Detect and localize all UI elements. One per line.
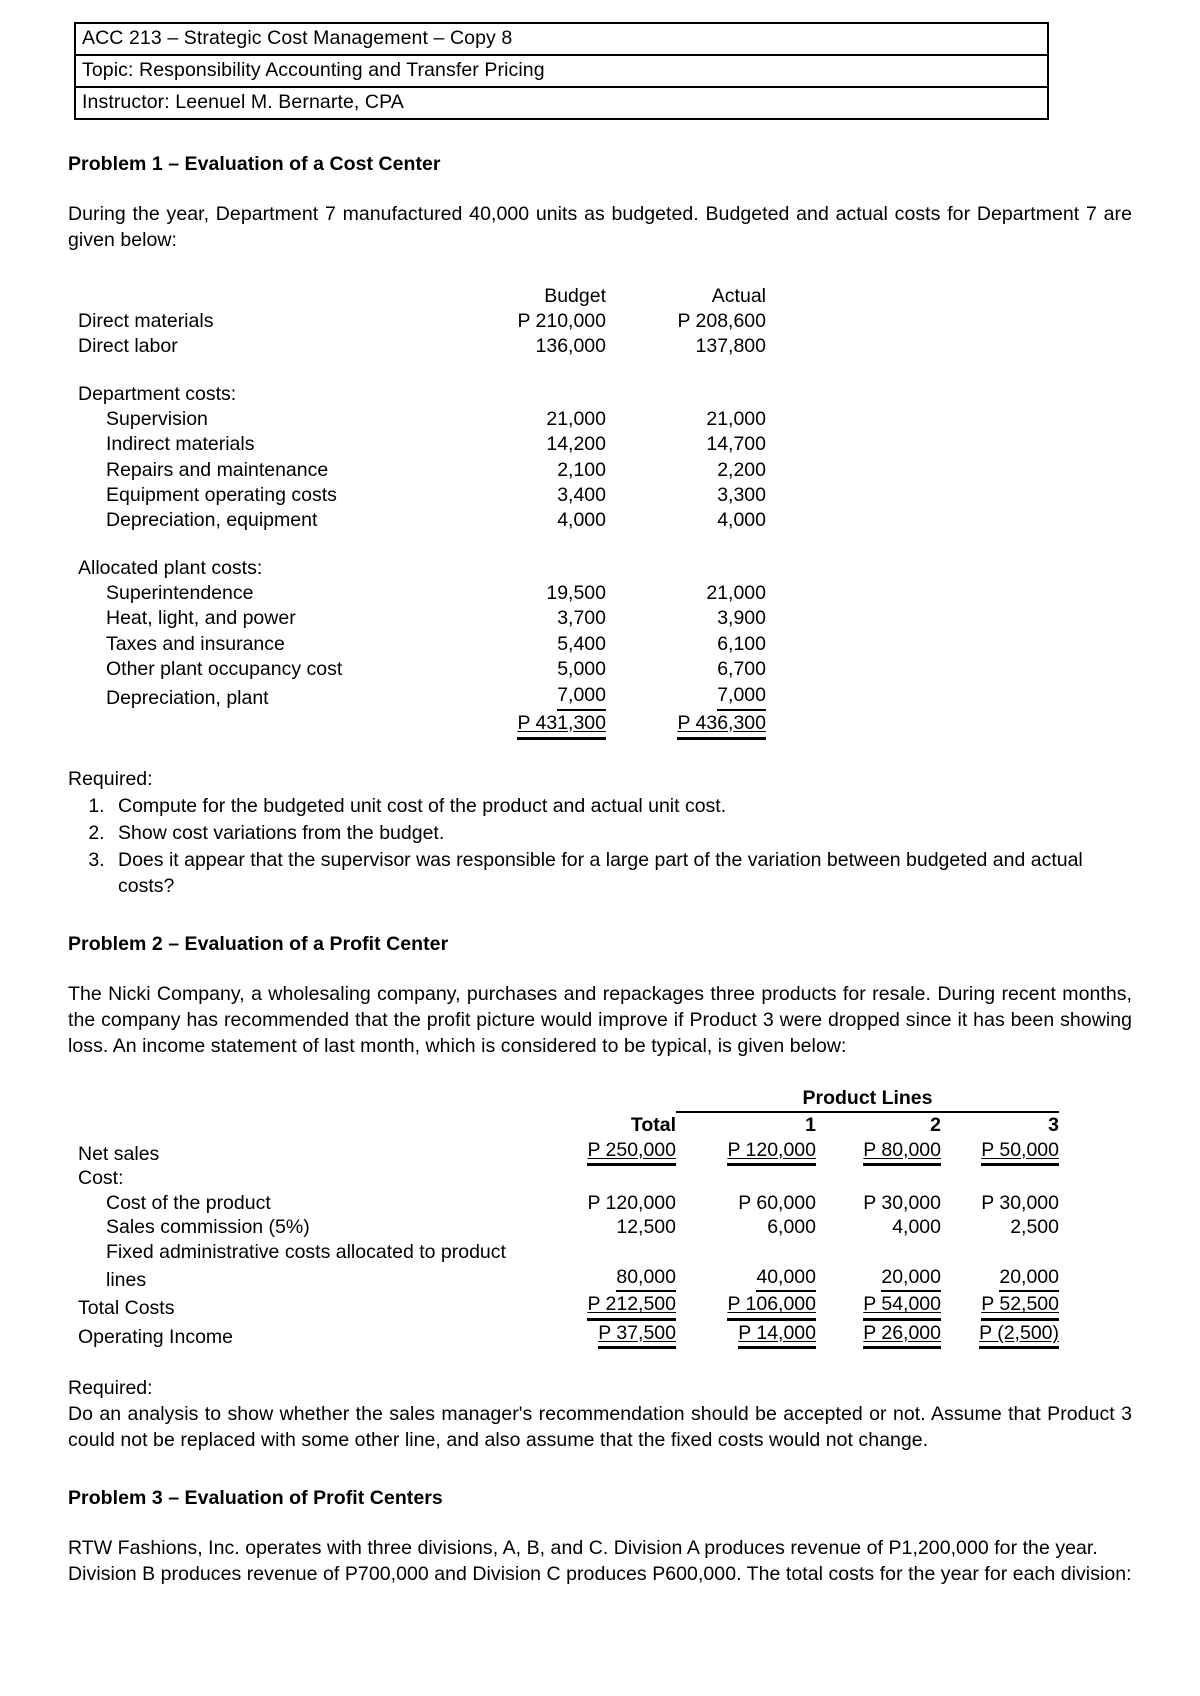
total-actual [606,711,766,740]
course-header-box [74,22,1049,120]
group-header-row [78,1086,1059,1113]
table-row [78,458,766,483]
row-product-3 [941,1292,1059,1321]
problem-1-intro: During the year, Department 7 manufactured 40,000 units as budgeted. Budgeted and actual costs for Department 7 are given below: [68,202,1132,251]
empty-cell [676,1240,816,1265]
row-product-3 [941,1265,1059,1293]
row-budget: 3,400 [557,484,606,507]
course-instructor: Instructor: Leenuel M. Bernarte, CPA [82,90,404,113]
table-row [78,1215,1059,1240]
table-row [78,632,766,657]
row-total: P 120,000 [587,1191,676,1214]
row-label: Depreciation, equipment [106,509,318,532]
row-budget: 3,700 [557,607,606,630]
total-budget-value: P 431,300 [517,711,606,740]
empty-cell [536,1240,676,1265]
row-label: Taxes and insurance [106,632,285,655]
course-topic: Topic: Responsibility Accounting and Transfer Pricing [76,56,1047,88]
empty-cell [536,1086,676,1113]
list-item: 3. Does it appear that the supervisor was responsible for a large part of the variation between budgeted and actual costs? [110,848,1132,900]
row-product-3-value: P 50,000 [981,1138,1059,1167]
row-budget: 136,000 [535,335,606,358]
row-label: Net sales [78,1142,160,1165]
empty-cell [816,1166,941,1191]
row-total [536,1138,676,1167]
row-actual: P 208,600 [677,310,766,333]
total-label [78,711,446,740]
row-total-value: P 212,500 [587,1292,676,1321]
row-product-3 [941,1321,1059,1350]
table-row [78,606,766,631]
row-label: Other plant occupancy cost [106,658,343,681]
table-row [78,407,766,432]
empty-cell [606,382,766,407]
table-row [78,683,766,711]
row-product-2 [816,1265,941,1293]
table-row [78,1240,1059,1265]
row-product-3-value: 20,000 [999,1265,1059,1293]
row-product-1-value: P 106,000 [727,1292,816,1321]
section-header-row [78,1166,1059,1191]
row-actual: 6,700 [717,658,766,681]
problem-1-title: Problem 1 – Evaluation of a Cost Center [68,152,441,175]
problem-1-required-label: Required: [68,768,153,791]
row-budget: 21,000 [546,408,606,431]
department-costs-label: Department costs: [78,382,237,405]
row-budget: P 210,000 [517,310,606,333]
empty-cell [941,1166,1059,1191]
course-title: ACC 213 – Strategic Cost Management – Copy 8 [76,24,1047,56]
row-total [536,1265,676,1293]
column-header-budget: Budget [544,284,606,307]
table-row [78,334,766,359]
row-label: Equipment operating costs [106,484,337,507]
total-actual-value: P 436,300 [677,711,766,740]
table-row [78,483,766,508]
column-header-product-1: 1 [805,1114,816,1137]
spacer-row [78,360,766,382]
empty-cell [78,1112,536,1138]
table-row [78,432,766,457]
row-product-2-value: P 54,000 [863,1292,941,1321]
row-actual: 21,000 [706,408,766,431]
row-product-1 [676,1292,816,1321]
total-row [78,711,766,740]
row-actual-value: 7,000 [717,683,766,711]
empty-cell [78,1086,536,1113]
row-label: Depreciation, plant [106,686,269,709]
row-budget: 4,000 [557,509,606,532]
row-budget [446,683,606,711]
row-total-value: P 37,500 [598,1321,676,1350]
row-product-2 [816,1321,941,1350]
spacer-row [78,534,766,556]
empty-cell [606,556,766,581]
row-budget: 2,100 [557,458,606,481]
row-product-2-value: P 80,000 [863,1138,941,1167]
row-label: Sales commission (5%) [106,1216,310,1239]
row-label: Operating Income [78,1325,234,1348]
row-total-value: 80,000 [616,1265,676,1293]
row-budget: 5,000 [557,658,606,681]
row-actual: 3,900 [717,607,766,630]
row-product-1: 6,000 [767,1216,816,1239]
row-label: Direct materials [78,310,214,333]
row-actual: 4,000 [717,509,766,532]
problem-2-required-text: Do an analysis to show whether the sales manager's recommendation should be accepted or not. Assume that Product 3 could not be replaced with some other line, and also assume that the fixed costs would not change. [68,1403,1132,1452]
column-header-actual: Actual [711,284,766,307]
list-item: 2. Show cost variations from the budget. [110,821,1132,847]
table-row [78,1265,1059,1293]
row-product-2-value: 20,000 [881,1265,941,1293]
row-product-1 [676,1321,816,1350]
row-label: lines [106,1268,147,1291]
empty-cell [446,382,606,407]
plant-costs-label: Allocated plant costs: [78,556,263,579]
total-row [78,1292,1059,1321]
cost-label: Cost: [78,1167,124,1190]
row-product-2-value: P 26,000 [863,1321,941,1350]
row-actual: 3,300 [717,484,766,507]
table-row [78,1138,1059,1167]
empty-cell [78,284,446,309]
empty-cell [816,1240,941,1265]
table-row [78,581,766,606]
row-label: Cost of the product [106,1191,271,1214]
row-label: Direct labor [78,335,178,358]
row-budget: 14,200 [546,433,606,456]
problem-3-intro: RTW Fashions, Inc. operates with three divisions, A, B, and C. Division A produces revenue of P1,200,000 for the year. Division B produces revenue of P700,000 and Division C produces P600,000. The total costs for the year for each division: [68,1536,1132,1585]
row-product-1-value: P 120,000 [727,1138,816,1167]
row-label: Indirect materials [106,433,255,456]
column-header-product-2: 2 [930,1114,941,1137]
row-budget-value: 7,000 [557,683,606,711]
product-lines-group-header: Product Lines [676,1086,1059,1113]
row-product-2: 4,000 [892,1216,941,1239]
row-budget: 5,400 [557,632,606,655]
list-item: 1. Compute for the budgeted unit cost of the product and actual unit cost. [110,794,1132,820]
section-header-row [78,556,766,581]
problem-3-title: Problem 3 – Evaluation of Profit Centers [68,1486,443,1509]
total-budget [446,711,606,740]
column-header-row [78,1112,1059,1138]
fixed-admin-wrap-line: Fixed administrative costs allocated to product [106,1240,506,1263]
row-product-3: 2,500 [1010,1216,1059,1239]
row-label: Superintendence [106,582,254,605]
row-label: Repairs and maintenance [106,458,329,481]
total-row [78,1321,1059,1350]
problem-2-title: Problem 2 – Evaluation of a Profit Center [68,932,449,955]
row-actual: 21,000 [706,582,766,605]
problem-2-intro: The Nicki Company, a wholesaling company, purchases and repackages three products for resale. During recent months, the company has recommended that the profit picture would improve if Product 3 were dropped since it has been showing loss. An income statement of last month, which is considered to be typical, is given below: [68,982,1132,1057]
row-product-1 [676,1138,816,1167]
column-header-total: Total [630,1114,676,1137]
empty-cell [446,556,606,581]
row-total [536,1321,676,1350]
problem-1-required-list [68,794,1132,900]
row-actual [606,683,766,711]
row-total-value: P 250,000 [587,1138,676,1167]
row-actual: 14,700 [706,433,766,456]
row-product-2: P 30,000 [863,1191,941,1214]
problem-2-required-label: Required: [68,1377,153,1400]
row-actual: 137,800 [695,335,766,358]
row-product-1 [676,1265,816,1293]
row-product-1: P 60,000 [738,1191,816,1214]
section-header-row [78,382,766,407]
row-product-1-value: P 14,000 [738,1321,816,1350]
table-row [78,309,766,334]
row-total: 12,500 [616,1216,676,1239]
row-product-2 [816,1292,941,1321]
row-product-1-value: 40,000 [756,1265,816,1293]
table-header-row [78,284,766,309]
row-label: Supervision [106,408,208,431]
empty-cell [941,1240,1059,1265]
row-product-3 [941,1138,1059,1167]
table-row [78,508,766,533]
table-row [78,1191,1059,1216]
problem-2-table [78,1086,1059,1350]
row-actual: 2,200 [717,458,766,481]
table-row [78,657,766,682]
problem-1-table [78,284,766,741]
empty-cell [536,1166,676,1191]
row-budget: 19,500 [546,582,606,605]
row-label: Total Costs [78,1297,175,1320]
row-label: Heat, light, and power [106,607,296,630]
row-total [536,1292,676,1321]
row-product-2 [816,1138,941,1167]
empty-cell [676,1166,816,1191]
column-header-product-3: 3 [1048,1114,1059,1137]
row-actual: 6,100 [717,632,766,655]
row-product-3: P 30,000 [981,1191,1059,1214]
row-product-3-value: P 52,500 [981,1292,1059,1321]
row-product-3-value: P (2,500) [979,1321,1059,1350]
